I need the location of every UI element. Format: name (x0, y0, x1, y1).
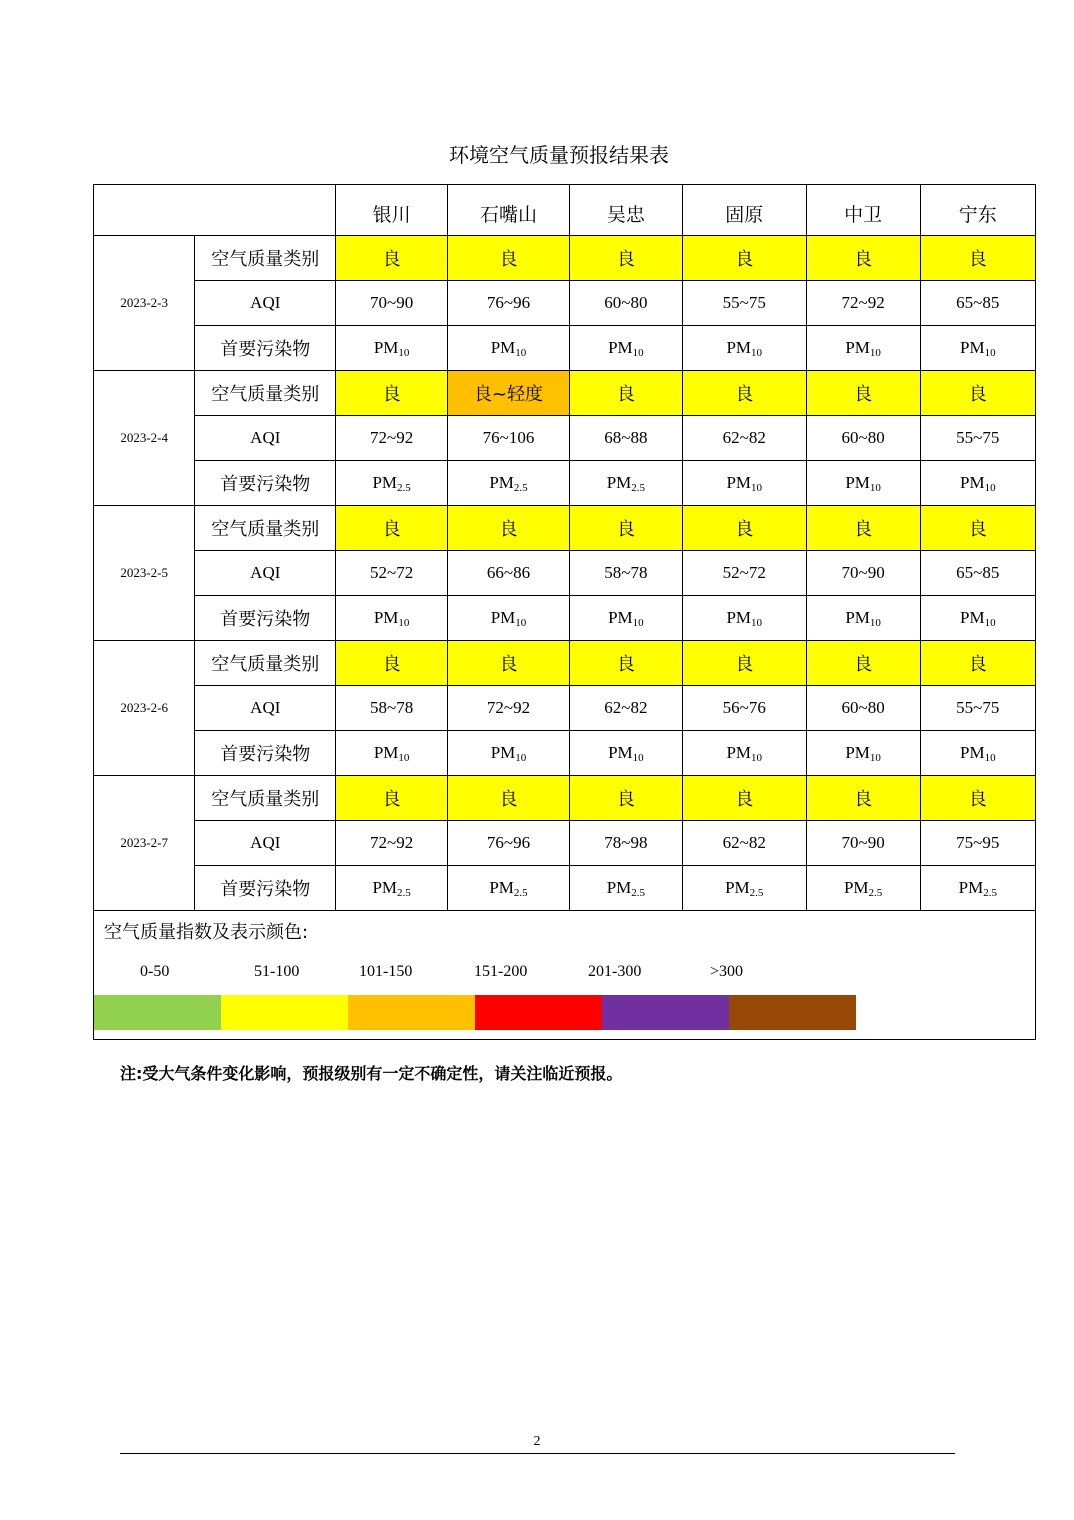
primary-pollutant-cell (336, 731, 448, 776)
air-quality-level-cell: 良 (682, 236, 806, 281)
aqi-range-cell: 72~92 (336, 416, 448, 461)
pollutant-row (94, 461, 1035, 506)
pollutant-name: PM (959, 742, 985, 762)
aqi-range-cell: 70~90 (806, 821, 920, 866)
aqi-range-cell: 72~92 (448, 686, 570, 731)
air-quality-level-cell: 良~轻度 (448, 371, 570, 416)
primary-pollutant-cell (569, 326, 682, 371)
air-quality-level-cell: 良 (336, 506, 448, 551)
row-label-category: 空气质量类别 (195, 506, 336, 551)
pollutant-subscript: 2.5 (513, 886, 528, 899)
pollutant-name: PM (726, 742, 752, 762)
primary-pollutant-cell (920, 866, 1035, 911)
pollutant-row (94, 596, 1035, 641)
aqi-range-cell: 62~82 (682, 416, 806, 461)
aqi-range-cell: 62~82 (569, 686, 682, 731)
pollutant-name: PM (845, 742, 870, 762)
primary-pollutant-cell (336, 461, 448, 506)
row-label-pollutant: 首要污染物 (195, 461, 336, 506)
air-quality-level-cell: 良 (569, 641, 682, 686)
row-label-aqi: AQI (195, 416, 336, 461)
air-quality-level-cell: 良 (682, 776, 806, 821)
pollutant-subscript: 10 (869, 346, 881, 359)
aqi-range-cell: 60~80 (806, 686, 920, 731)
aqi-range-cell: 68~88 (569, 416, 682, 461)
aqi-range-cell: 76~106 (448, 416, 570, 461)
pollutant-subscript: 10 (751, 616, 763, 629)
pollutant-name: PM (490, 742, 516, 762)
air-quality-level-cell: 良 (336, 641, 448, 686)
primary-pollutant-cell (806, 326, 920, 371)
pollutant-name: PM (608, 742, 633, 762)
air-quality-level-cell: 良 (448, 641, 570, 686)
pollutant-name: PM (959, 337, 985, 357)
city-header: 宁东 (920, 185, 1035, 236)
primary-pollutant-cell (569, 596, 682, 641)
pollutant-subscript: 10 (632, 751, 644, 764)
pollutant-subscript: 2.5 (749, 886, 764, 899)
aqi-range-cell: 76~96 (448, 281, 570, 326)
pollutant-name: PM (959, 607, 985, 627)
aqi-range-cell: 58~78 (569, 551, 682, 596)
air-quality-level-cell: 良 (806, 371, 920, 416)
pollutant-name: PM (490, 337, 516, 357)
pollutant-name: PM (726, 607, 752, 627)
air-quality-level-cell: 良 (806, 506, 920, 551)
pollutant-subscript: 10 (869, 481, 881, 494)
pollutant-name: PM (608, 607, 633, 627)
aqi-range-cell: 60~80 (806, 416, 920, 461)
primary-pollutant-cell (806, 731, 920, 776)
legend-range-label: 201-300 (588, 963, 642, 980)
primary-pollutant-cell (806, 461, 920, 506)
row-label-pollutant: 首要污染物 (195, 731, 336, 776)
legend-color-swatch (475, 995, 602, 1030)
pollutant-row (94, 326, 1035, 371)
aqi-range-cell: 62~82 (682, 821, 806, 866)
legend-range-label: 0-50 (140, 963, 170, 980)
forecast-note: 注:受大气条件变化影响，预报级别有一定不确定性，请关注临近预报。 (120, 1064, 623, 1083)
aqi-row (94, 551, 1035, 596)
forecast-date: 2023-2-5 (94, 506, 195, 641)
legend-color-swatch (94, 995, 221, 1030)
row-label-aqi: AQI (195, 551, 336, 596)
primary-pollutant-cell (569, 866, 682, 911)
primary-pollutant-cell (920, 461, 1035, 506)
primary-pollutant-cell (806, 866, 920, 911)
forecast-date: 2023-2-7 (94, 776, 195, 911)
pollutant-subscript: 10 (984, 616, 996, 629)
legend-color-swatch (221, 995, 348, 1030)
row-label-pollutant: 首要污染物 (195, 866, 336, 911)
primary-pollutant-cell (682, 326, 806, 371)
air-quality-level-cell: 良 (806, 641, 920, 686)
primary-pollutant-cell (448, 731, 570, 776)
pollutant-subscript: 10 (869, 751, 881, 764)
footer-rule (120, 1453, 955, 1454)
header-row (94, 185, 1035, 236)
air-quality-level-cell: 良 (682, 641, 806, 686)
air-quality-level-cell: 良 (920, 371, 1035, 416)
aqi-range-cell: 55~75 (682, 281, 806, 326)
aqi-range-cell: 70~90 (336, 281, 448, 326)
aqi-row (94, 821, 1035, 866)
aqi-range-cell: 52~72 (336, 551, 448, 596)
primary-pollutant-cell (806, 596, 920, 641)
category-row (94, 506, 1035, 551)
legend-color-swatch (602, 995, 729, 1030)
row-label-aqi: AQI (195, 821, 336, 866)
pollutant-subscript: 2.5 (868, 886, 883, 899)
category-row (94, 776, 1035, 821)
aqi-range-cell: 66~86 (448, 551, 570, 596)
pollutant-name: PM (726, 337, 752, 357)
pollutant-name: PM (845, 607, 870, 627)
pollutant-name: PM (606, 472, 632, 492)
pollutant-subscript: 10 (869, 616, 881, 629)
pollutant-subscript: 10 (984, 481, 996, 494)
city-header: 石嘴山 (448, 185, 570, 236)
aqi-row (94, 416, 1035, 461)
row-label-aqi: AQI (195, 281, 336, 326)
primary-pollutant-cell (336, 596, 448, 641)
category-row (94, 641, 1035, 686)
pollutant-subscript: 10 (632, 616, 644, 629)
primary-pollutant-cell (682, 731, 806, 776)
air-quality-level-cell: 良 (336, 371, 448, 416)
aqi-range-cell: 55~75 (920, 686, 1035, 731)
pollutant-subscript: 10 (632, 346, 644, 359)
row-label-category: 空气质量类别 (195, 641, 336, 686)
pollutant-subscript: 10 (751, 751, 763, 764)
air-quality-level-cell: 良 (920, 506, 1035, 551)
pollutant-name: PM (725, 877, 750, 897)
primary-pollutant-cell (920, 731, 1035, 776)
pollutant-row (94, 731, 1035, 776)
legend-title: 空气质量指数及表示颜色: (104, 922, 309, 943)
pollutant-name: PM (726, 472, 752, 492)
row-label-aqi: AQI (195, 686, 336, 731)
legend-color-swatch (348, 995, 475, 1030)
air-quality-level-cell: 良 (806, 776, 920, 821)
primary-pollutant-cell (448, 596, 570, 641)
air-quality-level-cell: 良 (569, 776, 682, 821)
legend-range-label: 101-150 (359, 963, 413, 980)
primary-pollutant-cell (336, 866, 448, 911)
air-quality-level-cell: 良 (448, 506, 570, 551)
pollutant-name: PM (489, 877, 514, 897)
pollutant-name: PM (489, 472, 514, 492)
aqi-range-cell: 72~92 (336, 821, 448, 866)
aqi-range-cell: 72~92 (806, 281, 920, 326)
pollutant-subscript: 10 (515, 616, 527, 629)
primary-pollutant-cell (682, 461, 806, 506)
city-header: 固原 (682, 185, 806, 236)
legend-range-label: 51-100 (254, 963, 300, 980)
aqi-range-cell: 78~98 (569, 821, 682, 866)
legend-range-label: 151-200 (474, 963, 528, 980)
aqi-range-cell: 75~95 (920, 821, 1035, 866)
pollutant-name: PM (373, 607, 399, 627)
header-blank-cell (94, 185, 336, 236)
primary-pollutant-cell (569, 461, 682, 506)
category-row (94, 371, 1035, 416)
pollutant-subscript: 10 (398, 346, 410, 359)
city-header: 吴忠 (569, 185, 682, 236)
pollutant-subscript: 2.5 (397, 481, 411, 494)
pollutant-name: PM (959, 472, 985, 492)
pollutant-subscript: 2.5 (631, 481, 646, 494)
aqi-range-cell: 65~85 (920, 281, 1035, 326)
aqi-range-cell: 60~80 (569, 281, 682, 326)
pollutant-subscript: 2.5 (513, 481, 528, 494)
page-number: 2 (533, 1434, 541, 1449)
pollutant-name: PM (490, 607, 516, 627)
pollutant-subscript: 10 (515, 751, 527, 764)
aqi-row (94, 281, 1035, 326)
row-label-pollutant: 首要污染物 (195, 596, 336, 641)
air-quality-level-cell: 良 (569, 506, 682, 551)
aqi-range-cell: 56~76 (682, 686, 806, 731)
primary-pollutant-cell (920, 326, 1035, 371)
pollutant-name: PM (958, 877, 984, 897)
pollutant-subscript: 2.5 (983, 886, 997, 899)
air-quality-level-cell: 良 (569, 371, 682, 416)
pollutant-name: PM (608, 337, 633, 357)
aqi-row (94, 686, 1035, 731)
aqi-range-cell: 58~78 (336, 686, 448, 731)
row-label-pollutant: 首要污染物 (195, 326, 336, 371)
primary-pollutant-cell (336, 326, 448, 371)
forecast-table-frame (93, 184, 1036, 1040)
pollutant-name: PM (606, 877, 632, 897)
air-quality-level-cell: 良 (920, 776, 1035, 821)
primary-pollutant-cell (448, 866, 570, 911)
primary-pollutant-cell (448, 461, 570, 506)
pollutant-subscript: 2.5 (397, 886, 411, 899)
pollutant-subscript: 10 (398, 616, 410, 629)
row-label-category: 空气质量类别 (195, 236, 336, 281)
air-quality-level-cell: 良 (682, 506, 806, 551)
primary-pollutant-cell (682, 596, 806, 641)
air-quality-level-cell: 良 (448, 776, 570, 821)
aqi-range-cell: 70~90 (806, 551, 920, 596)
primary-pollutant-cell (448, 326, 570, 371)
air-quality-level-cell: 良 (569, 236, 682, 281)
pollutant-name: PM (845, 472, 870, 492)
forecast-date: 2023-2-3 (94, 236, 195, 371)
row-label-category: 空气质量类别 (195, 371, 336, 416)
pollutant-name: PM (372, 472, 398, 492)
pollutant-subscript: 10 (398, 751, 410, 764)
pollutant-subscript: 10 (515, 346, 527, 359)
air-quality-level-cell: 良 (920, 236, 1035, 281)
pollutant-subscript: 10 (751, 481, 763, 494)
pollutant-name: PM (372, 877, 398, 897)
category-row (94, 236, 1035, 281)
pollutant-subscript: 2.5 (631, 886, 646, 899)
pollutant-name: PM (373, 337, 399, 357)
pollutant-name: PM (843, 877, 869, 897)
city-header: 银川 (336, 185, 448, 236)
forecast-date: 2023-2-6 (94, 641, 195, 776)
primary-pollutant-cell (920, 596, 1035, 641)
aqi-range-cell: 55~75 (920, 416, 1035, 461)
pollutant-subscript: 10 (751, 346, 763, 359)
primary-pollutant-cell (682, 866, 806, 911)
legend-color-swatch (729, 995, 856, 1030)
primary-pollutant-cell (569, 731, 682, 776)
pollutant-subscript: 10 (984, 751, 996, 764)
legend-range-label: >300 (710, 963, 744, 980)
pollutant-name: PM (373, 742, 399, 762)
pollutant-row (94, 866, 1035, 911)
air-quality-level-cell: 良 (682, 371, 806, 416)
air-quality-level-cell: 良 (336, 776, 448, 821)
page-title: 环境空气质量预报结果表 (449, 143, 669, 167)
city-header: 中卫 (806, 185, 920, 236)
pollutant-subscript: 10 (984, 346, 996, 359)
air-quality-level-cell: 良 (806, 236, 920, 281)
air-quality-level-cell: 良 (448, 236, 570, 281)
air-quality-level-cell: 良 (920, 641, 1035, 686)
row-label-category: 空气质量类别 (195, 776, 336, 821)
forecast-table (94, 185, 1035, 911)
forecast-date: 2023-2-4 (94, 371, 195, 506)
aqi-range-cell: 76~96 (448, 821, 570, 866)
pollutant-name: PM (845, 337, 870, 357)
air-quality-level-cell: 良 (336, 236, 448, 281)
aqi-range-cell: 52~72 (682, 551, 806, 596)
aqi-range-cell: 65~85 (920, 551, 1035, 596)
